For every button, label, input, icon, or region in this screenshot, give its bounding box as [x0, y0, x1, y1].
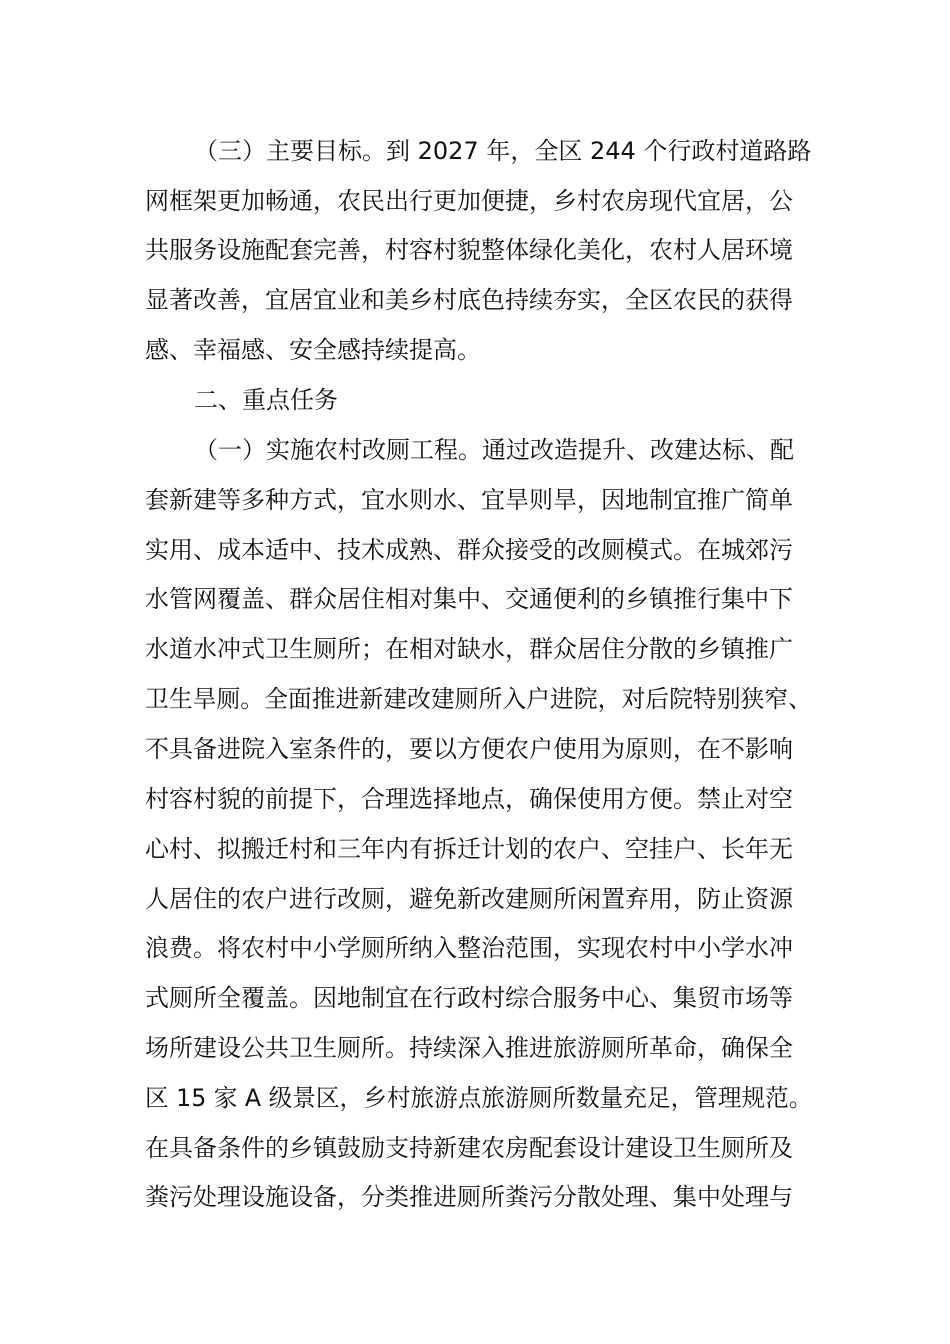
text-line-19: 场所建设公共卫生厕所。持续深入推进旅游厕所革命，确保全 — [145, 1034, 793, 1062]
text-line-10: 水管网覆盖、群众居住相对集中、交通便利的乡镇推行集中下 — [145, 585, 793, 613]
text-line-3: 共服务设施配套完善，村容村貌整体绿化美化，农村人居环境 — [145, 236, 793, 264]
text-line-16: 人居住的农户进行改厕，避免新改建厕所闲置弃用，防止资源 — [145, 885, 793, 913]
text-line-14: 村容村貌的前提下，合理选择地点，确保使用方便。禁止对空 — [145, 785, 793, 813]
text-line-1: （三）主要目标。到 2027 年，全区 244 个行政村道路路 — [194, 137, 812, 165]
text-line-4: 显著改善，宜居宜业和美乡村底色持续夯实，全区农民的获得 — [145, 286, 793, 314]
text-line-12: 卫生旱厕。全面推进新建改建厕所入户进院，对后院特别狭窄、 — [145, 685, 813, 713]
section-heading: 二、重点任务 — [194, 386, 338, 414]
text-line-7: （一）实施农村改厕工程。通过改造提升、改建达标、配 — [194, 436, 794, 464]
text-line-8: 套新建等多种方式，宜水则水、宜旱则旱，因地制宜推广简单 — [145, 486, 793, 514]
text-line-11: 水道水冲式卫生厕所；在相对缺水，群众居住分散的乡镇推广 — [145, 635, 793, 663]
text-line-21: 在具备条件的乡镇鼓励支持新建农房配套设计建设卫生厕所及 — [145, 1134, 793, 1162]
text-line-5: 感、幸福感、安全感持续提高。 — [145, 336, 481, 364]
text-line-18: 式厕所全覆盖。因地制宜在行政村综合服务中心、集贸市场等 — [145, 984, 793, 1012]
text-line-13: 不具备进院入室条件的，要以方便农户使用为原则，在不影响 — [145, 735, 793, 763]
text-line-22: 粪污处理设施设备，分类推进厕所粪污分散处理、集中处理与 — [145, 1183, 793, 1211]
text-line-15: 心村、拟搬迁村和三年内有拆迁计划的农户、空挂户、长年无 — [145, 835, 793, 863]
text-line-17: 浪费。将农村中小学厕所纳入整治范围，实现农村中小学水冲 — [145, 934, 793, 962]
text-line-9: 实用、成本适中、技术成熟、群众接受的改厕模式。在城郊污 — [145, 536, 793, 564]
text-line-20: 区 15 家 A 级景区，乡村旅游点旅游厕所数量充足，管理规范。 — [145, 1084, 813, 1112]
text-line-2: 网框架更加畅通，农民出行更加便捷，乡村农房现代宜居，公 — [145, 187, 793, 215]
